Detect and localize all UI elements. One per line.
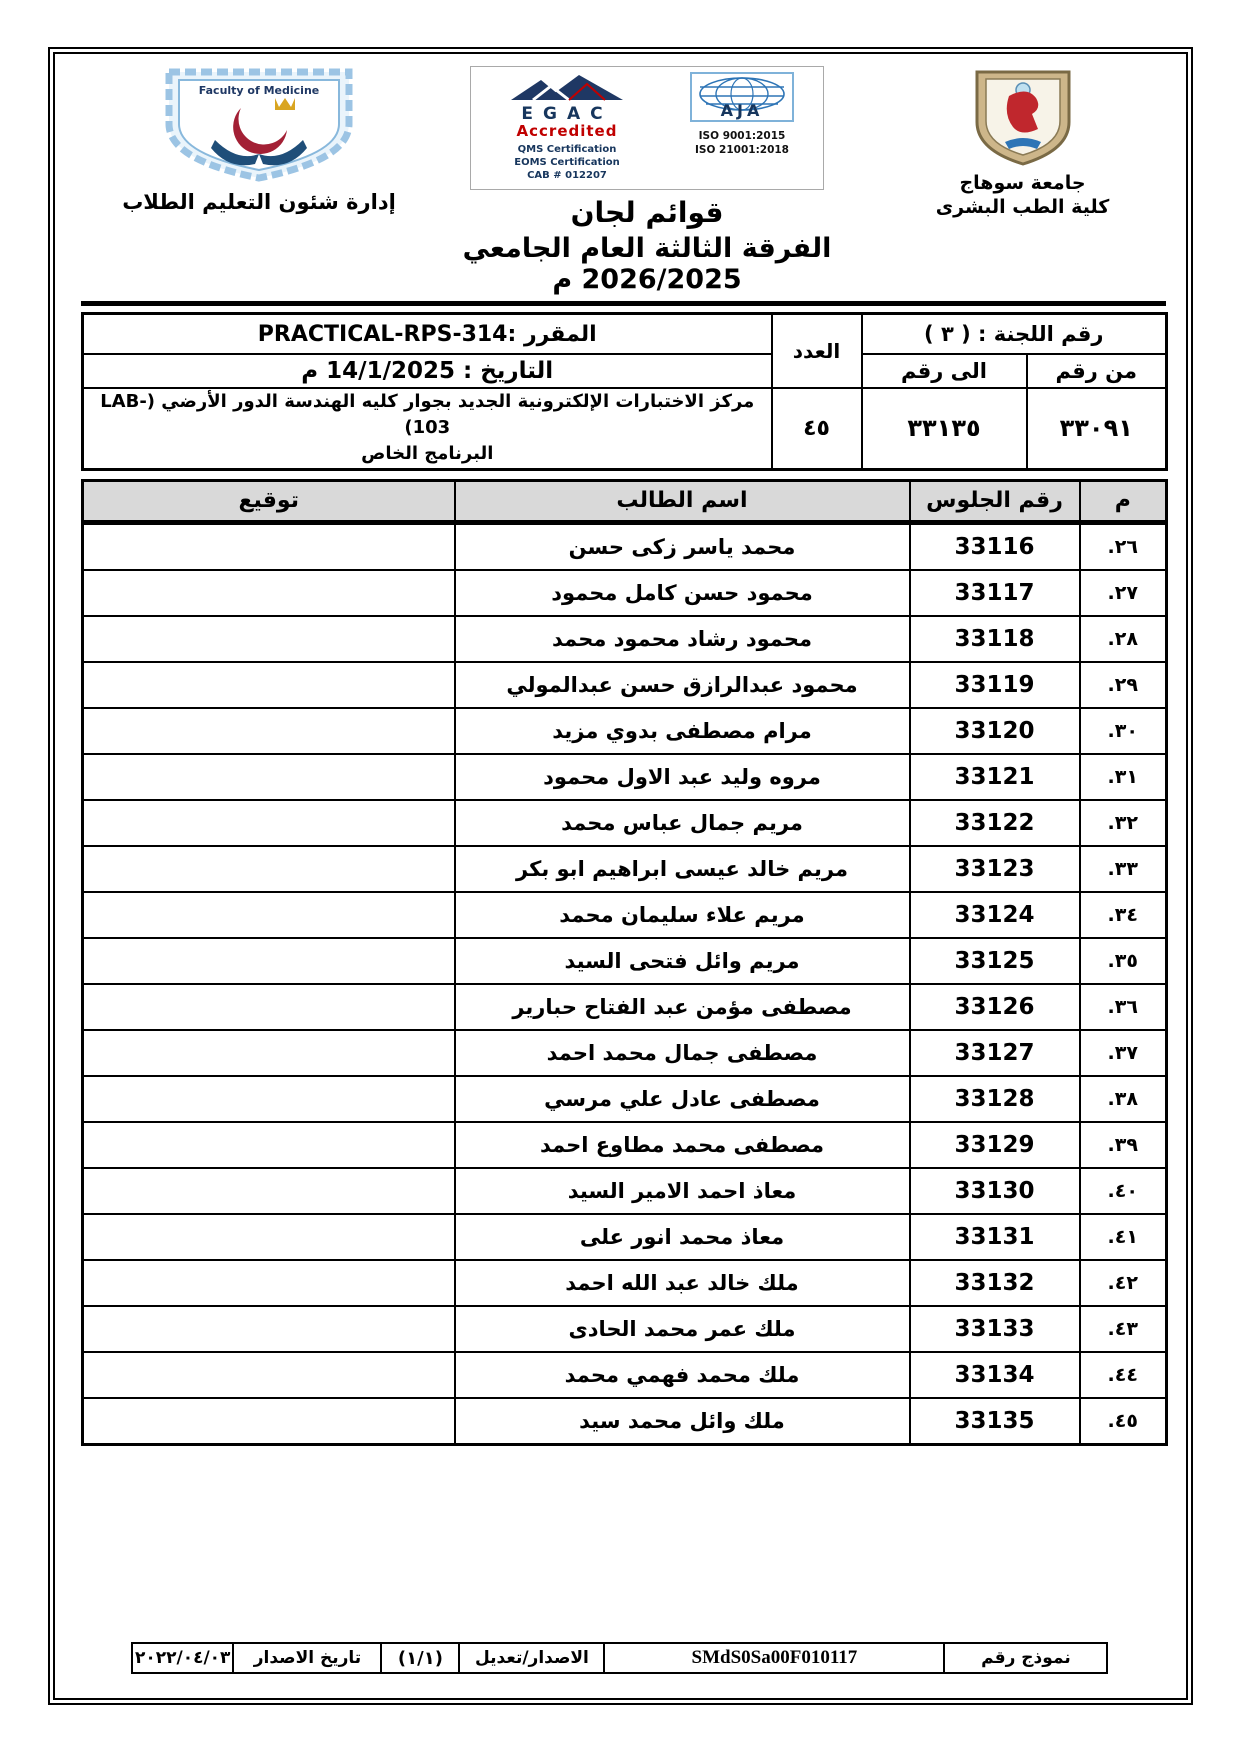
signature-cell bbox=[83, 708, 455, 754]
student-name: محمود حسن كامل محمود bbox=[455, 570, 910, 616]
aja-iso-line: ISO 9001:2015 bbox=[698, 130, 786, 142]
student-name: معاذ محمد انور على bbox=[455, 1214, 910, 1260]
student-name: ملك عمر محمد الحادى bbox=[455, 1306, 910, 1352]
student-name: مريم علاء سليمان محمد bbox=[455, 892, 910, 938]
footer-table bbox=[131, 1642, 1108, 1674]
seat-number: 33128 bbox=[910, 1076, 1080, 1122]
seat-number: 33116 bbox=[910, 522, 1080, 570]
row-number: .٣٠ bbox=[1080, 708, 1167, 754]
signature-cell bbox=[83, 938, 455, 984]
student-row bbox=[83, 522, 1167, 570]
department-label: إدارة شئون التعليم الطلاب bbox=[122, 190, 396, 214]
seat-number: 33120 bbox=[910, 708, 1080, 754]
issue-date-label: تاريخ الاصدار bbox=[233, 1643, 381, 1673]
row-number: .٢٦ bbox=[1080, 522, 1167, 570]
student-row bbox=[83, 1306, 1167, 1352]
header-center-block bbox=[409, 64, 885, 295]
row-number: .٣٧ bbox=[1080, 1030, 1167, 1076]
student-name: مرام مصطفى بدوي مزيد bbox=[455, 708, 910, 754]
student-row bbox=[83, 846, 1167, 892]
seat-number: 33130 bbox=[910, 1168, 1080, 1214]
seat-number: 33121 bbox=[910, 754, 1080, 800]
row-number: .٢٩ bbox=[1080, 662, 1167, 708]
student-row bbox=[83, 708, 1167, 754]
row-number: .٣٢ bbox=[1080, 800, 1167, 846]
student-name: محمود عبدالرازق حسن عبدالمولي bbox=[455, 662, 910, 708]
egac-name: EGAC bbox=[521, 104, 613, 124]
signature-cell bbox=[83, 1398, 455, 1445]
revision-label: الاصدار/تعديل bbox=[459, 1643, 604, 1673]
page-subtitle: الفرقة الثالثة العام الجامعي 2026/2025 م bbox=[462, 233, 832, 296]
student-name: مريم خالد عيسى ابراهيم ابو بكر bbox=[455, 846, 910, 892]
seat-number: 33126 bbox=[910, 984, 1080, 1030]
aja-name: AJA bbox=[720, 101, 764, 120]
row-number: .٢٧ bbox=[1080, 570, 1167, 616]
signature-cell bbox=[83, 984, 455, 1030]
exam-center-line1: مركز الاختبارات الإلكترونية الجديد بجوار كليه الهندسة الدور الأرضي (LAB-103) bbox=[100, 391, 755, 439]
student-row bbox=[83, 754, 1167, 800]
student-name: مصطفى عادل علي مرسي bbox=[455, 1076, 910, 1122]
student-name: ملك وائل محمد سيد bbox=[455, 1398, 910, 1445]
student-row bbox=[83, 1122, 1167, 1168]
student-row bbox=[83, 892, 1167, 938]
page-content bbox=[55, 54, 1186, 1698]
student-name: مصطفى محمد مطاوع احمد bbox=[455, 1122, 910, 1168]
course-name: المقرر :PRACTICAL-RPS-314 bbox=[83, 314, 772, 355]
signature-cell bbox=[83, 846, 455, 892]
signature-cell bbox=[83, 1076, 455, 1122]
page-border bbox=[48, 47, 1193, 1705]
seat-number: 33118 bbox=[910, 616, 1080, 662]
student-row bbox=[83, 1030, 1167, 1076]
student-row bbox=[83, 1260, 1167, 1306]
exam-date: التاريخ : 14/1/2025 م bbox=[83, 354, 772, 388]
row-number: .٣٩ bbox=[1080, 1122, 1167, 1168]
faculty-of-medicine-logo-icon bbox=[157, 64, 361, 184]
revision-value: (١/١) bbox=[381, 1643, 459, 1673]
column-header-no: م bbox=[1080, 480, 1167, 522]
header-divider-rule bbox=[81, 301, 1166, 306]
student-name: معاذ احمد الامير السيد bbox=[455, 1168, 910, 1214]
form-number-code: SMdS0Sa00F010117 bbox=[604, 1643, 944, 1673]
signature-cell bbox=[83, 754, 455, 800]
seat-number: 33134 bbox=[910, 1352, 1080, 1398]
student-row bbox=[83, 1076, 1167, 1122]
signature-cell bbox=[83, 1306, 455, 1352]
student-row bbox=[83, 570, 1167, 616]
document-header bbox=[55, 54, 1186, 295]
student-row bbox=[83, 1168, 1167, 1214]
egac-caption-line: CAB # 012207 bbox=[527, 170, 607, 182]
exam-center-location bbox=[83, 388, 772, 469]
signature-cell bbox=[83, 570, 455, 616]
signature-cell bbox=[83, 1030, 455, 1076]
seat-number: 33133 bbox=[910, 1306, 1080, 1352]
signature-cell bbox=[83, 616, 455, 662]
aja-block bbox=[677, 72, 807, 157]
aja-globe-icon bbox=[690, 72, 794, 122]
to-number-label: الى رقم bbox=[862, 354, 1027, 388]
student-name: مصطفى مؤمن عبد الفتاح حبارير bbox=[455, 984, 910, 1030]
signature-cell bbox=[83, 662, 455, 708]
student-row bbox=[83, 984, 1167, 1030]
signature-cell bbox=[83, 1122, 455, 1168]
student-row bbox=[83, 1214, 1167, 1260]
student-row bbox=[83, 800, 1167, 846]
row-number: .٤٥ bbox=[1080, 1398, 1167, 1445]
row-number: .٣١ bbox=[1080, 754, 1167, 800]
egac-block bbox=[487, 72, 647, 182]
signature-cell bbox=[83, 1168, 455, 1214]
exam-info-table bbox=[81, 312, 1168, 470]
seat-number: 33119 bbox=[910, 662, 1080, 708]
student-name: ملك خالد عبد الله احمد bbox=[455, 1260, 910, 1306]
seat-number: 33122 bbox=[910, 800, 1080, 846]
to-number-value: ٣٣١٣٥ bbox=[862, 388, 1027, 469]
committee-number: رقم اللجنة : ( ٣ ) bbox=[862, 314, 1167, 355]
faculty-logo-caption: Faculty of Medicine bbox=[198, 84, 320, 97]
student-row bbox=[83, 938, 1167, 984]
students-table-header-row bbox=[83, 480, 1167, 522]
row-number: .٣٦ bbox=[1080, 984, 1167, 1030]
student-row bbox=[83, 616, 1167, 662]
header-right-block bbox=[885, 64, 1160, 220]
accreditation-box bbox=[470, 66, 824, 190]
signature-cell bbox=[83, 1260, 455, 1306]
students-table bbox=[81, 479, 1168, 1446]
seat-number: 33117 bbox=[910, 570, 1080, 616]
student-row bbox=[83, 662, 1167, 708]
row-number: .٣٤ bbox=[1080, 892, 1167, 938]
egac-mountains-icon bbox=[507, 72, 627, 102]
egac-accredited-label: Accredited bbox=[516, 122, 618, 140]
row-number: .٤٣ bbox=[1080, 1306, 1167, 1352]
student-name: ملك محمد فهمي محمد bbox=[455, 1352, 910, 1398]
column-header-signature: توقيع bbox=[83, 480, 455, 522]
egac-caption-line: EOMS Certification bbox=[514, 157, 620, 169]
student-name: مريم وائل فتحى السيد bbox=[455, 938, 910, 984]
column-header-name: اسم الطالب bbox=[455, 480, 910, 522]
seat-number: 33127 bbox=[910, 1030, 1080, 1076]
faculty-label: كلية الطب البشرى bbox=[935, 195, 1110, 218]
student-name: مروه وليد عبد الاول محمود bbox=[455, 754, 910, 800]
seat-number: 33132 bbox=[910, 1260, 1080, 1306]
header-left-block bbox=[109, 64, 409, 214]
seat-number: 33129 bbox=[910, 1122, 1080, 1168]
exam-center-line2: البرنامج الخاص bbox=[361, 443, 494, 465]
count-label: العدد bbox=[772, 314, 862, 389]
student-row bbox=[83, 1398, 1167, 1445]
aja-iso-line: ISO 21001:2018 bbox=[694, 144, 789, 157]
count-value: ٤٥ bbox=[772, 388, 862, 469]
seat-number: 33124 bbox=[910, 892, 1080, 938]
student-row bbox=[83, 1352, 1167, 1398]
seat-number: 33135 bbox=[910, 1398, 1080, 1445]
from-number-label: من رقم bbox=[1027, 354, 1167, 388]
row-number: .٤٢ bbox=[1080, 1260, 1167, 1306]
row-number: .٢٨ bbox=[1080, 616, 1167, 662]
student-name: مريم جمال عباس محمد bbox=[455, 800, 910, 846]
seat-number: 33125 bbox=[910, 938, 1080, 984]
student-name: محمد ياسر زكى حسن bbox=[455, 522, 910, 570]
form-number-label: نموذج رقم bbox=[944, 1643, 1107, 1673]
signature-cell bbox=[83, 1214, 455, 1260]
student-name: محمود رشاد محمود محمد bbox=[455, 616, 910, 662]
row-number: .٤١ bbox=[1080, 1214, 1167, 1260]
signature-cell bbox=[83, 1352, 455, 1398]
row-number: .٣٥ bbox=[1080, 938, 1167, 984]
from-number-value: ٣٣٠٩١ bbox=[1027, 388, 1167, 469]
issue-date-value: ٢٠٢٢/٠٤/٠٣ bbox=[132, 1643, 233, 1673]
sohag-university-logo-icon bbox=[967, 66, 1079, 168]
signature-cell bbox=[83, 892, 455, 938]
egac-caption-line: QMS Certification bbox=[517, 144, 617, 156]
column-header-seat: رقم الجلوس bbox=[910, 480, 1080, 522]
row-number: .٤٠ bbox=[1080, 1168, 1167, 1214]
signature-cell bbox=[83, 522, 455, 570]
signature-cell bbox=[83, 800, 455, 846]
university-label: جامعة سوهاج bbox=[959, 172, 1086, 194]
student-name: مصطفى جمال محمد احمد bbox=[455, 1030, 910, 1076]
seat-number: 33131 bbox=[910, 1214, 1080, 1260]
page-title: قوائم لجان bbox=[570, 196, 724, 230]
row-number: .٤٤ bbox=[1080, 1352, 1167, 1398]
row-number: .٣٨ bbox=[1080, 1076, 1167, 1122]
seat-number: 33123 bbox=[910, 846, 1080, 892]
row-number: .٣٣ bbox=[1080, 846, 1167, 892]
